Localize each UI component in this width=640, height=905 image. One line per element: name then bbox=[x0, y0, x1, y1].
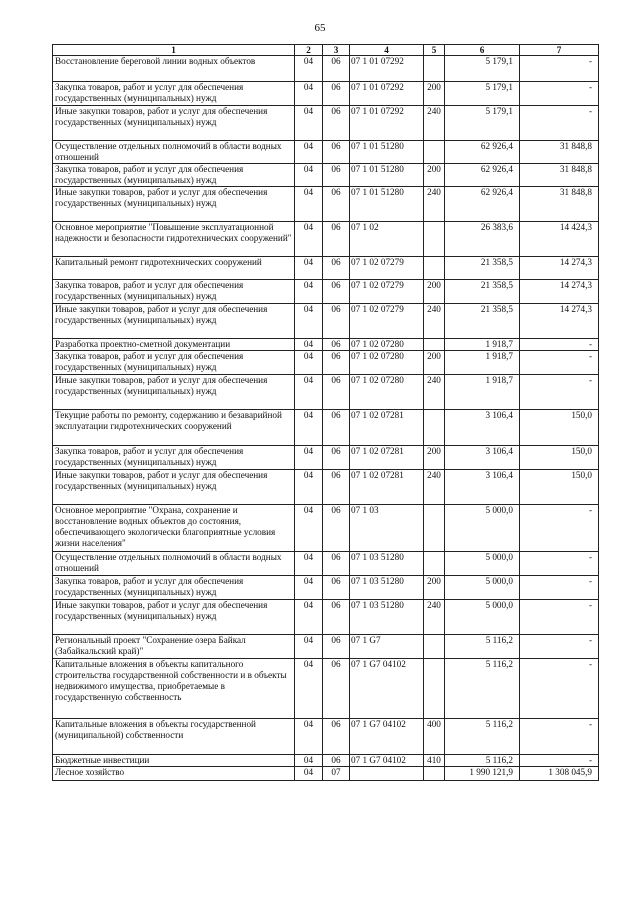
row-amount: 5 116,2 bbox=[445, 659, 520, 719]
row-target-code: 07 1 01 51280 bbox=[350, 141, 424, 164]
table-row bbox=[53, 410, 599, 446]
row-amount-federal: - bbox=[520, 351, 599, 375]
row-name: Основное мероприятие "Охрана, сохранение и восстановление водных объектов до состояния, обеспечивающего экологически благоприятные условия жизни населения" bbox=[53, 505, 295, 552]
row-expense-type bbox=[424, 339, 445, 351]
row-subsection: 06 bbox=[323, 339, 350, 351]
row-expense-type: 240 bbox=[424, 187, 445, 222]
row-name: Капитальные вложения в объекты капитального строительства государственной собственности и в объекты недвижимого имущества, приобретаемые в государственную собственность bbox=[53, 659, 295, 719]
row-subsection: 06 bbox=[323, 56, 350, 82]
row-subsection: 06 bbox=[323, 576, 350, 600]
row-target-code: 07 1 01 07292 bbox=[350, 106, 424, 141]
row-subsection: 06 bbox=[323, 82, 350, 106]
row-amount-federal: 14 424,3 bbox=[520, 222, 599, 257]
row-section: 04 bbox=[295, 659, 323, 719]
row-expense-type: 200 bbox=[424, 280, 445, 304]
row-subsection: 06 bbox=[323, 410, 350, 446]
row-target-code: 07 1 01 51280 bbox=[350, 164, 424, 187]
column-header: 6 bbox=[445, 45, 520, 56]
row-expense-type bbox=[424, 257, 445, 280]
row-amount: 5 000,0 bbox=[445, 600, 520, 635]
row-expense-type bbox=[424, 222, 445, 257]
row-amount: 62 926,4 bbox=[445, 187, 520, 222]
row-amount-federal: 1 308 045,9 bbox=[520, 767, 599, 781]
row-amount: 5 116,2 bbox=[445, 635, 520, 659]
row-amount-federal: 31 848,8 bbox=[520, 187, 599, 222]
row-target-code bbox=[350, 767, 424, 781]
table-row bbox=[53, 339, 599, 351]
row-amount-federal: - bbox=[520, 375, 599, 410]
row-expense-type: 200 bbox=[424, 82, 445, 106]
row-subsection: 06 bbox=[323, 755, 350, 767]
row-amount-federal: 150,0 bbox=[520, 446, 599, 470]
row-expense-type: 240 bbox=[424, 106, 445, 141]
row-section: 04 bbox=[295, 446, 323, 470]
row-amount: 3 106,4 bbox=[445, 446, 520, 470]
row-target-code: 07 1 02 07279 bbox=[350, 304, 424, 339]
row-section: 04 bbox=[295, 410, 323, 446]
row-section: 04 bbox=[295, 280, 323, 304]
row-name: Основное мероприятие "Повышение эксплуатационной надежности и безопасности гидротехнических сооружений" bbox=[53, 222, 295, 257]
row-section: 04 bbox=[295, 719, 323, 755]
row-amount: 5 000,0 bbox=[445, 576, 520, 600]
row-target-code: 07 1 02 07280 bbox=[350, 339, 424, 351]
row-amount: 21 358,5 bbox=[445, 257, 520, 280]
row-subsection: 06 bbox=[323, 505, 350, 552]
row-amount: 62 926,4 bbox=[445, 141, 520, 164]
row-subsection: 06 bbox=[323, 600, 350, 635]
table-row bbox=[53, 600, 599, 635]
table-header-row bbox=[53, 45, 599, 56]
row-expense-type: 240 bbox=[424, 375, 445, 410]
row-target-code: 07 1 01 51280 bbox=[350, 187, 424, 222]
row-amount-federal: 150,0 bbox=[520, 470, 599, 505]
row-name: Закупка товаров, работ и услуг для обеспечения государственных (муниципальных) нужд bbox=[53, 280, 295, 304]
row-name: Капитальные вложения в объекты государственной (муниципальной) собственности bbox=[53, 719, 295, 755]
row-subsection: 06 bbox=[323, 719, 350, 755]
row-amount: 5 116,2 bbox=[445, 755, 520, 767]
row-amount: 1 918,7 bbox=[445, 351, 520, 375]
row-amount-federal: - bbox=[520, 635, 599, 659]
table-row bbox=[53, 141, 599, 164]
row-expense-type bbox=[424, 767, 445, 781]
table-row bbox=[53, 755, 599, 767]
column-header: 5 bbox=[424, 45, 445, 56]
row-name: Текущие работы по ремонту, содержанию и безаварийной эксплуатации гидротехнических сооружений bbox=[53, 410, 295, 446]
row-name: Разработка проектно-сметной документации bbox=[53, 339, 295, 351]
row-expense-type bbox=[424, 552, 445, 576]
budget-table bbox=[52, 44, 599, 781]
table-row bbox=[53, 552, 599, 576]
row-expense-type: 400 bbox=[424, 719, 445, 755]
row-target-code: 07 1 02 07279 bbox=[350, 280, 424, 304]
row-expense-type: 240 bbox=[424, 304, 445, 339]
row-subsection: 06 bbox=[323, 659, 350, 719]
table-row bbox=[53, 505, 599, 552]
row-expense-type: 240 bbox=[424, 600, 445, 635]
row-name: Бюджетные инвестиции bbox=[53, 755, 295, 767]
row-amount: 5 000,0 bbox=[445, 552, 520, 576]
row-amount-federal: - bbox=[520, 659, 599, 719]
row-amount: 3 106,4 bbox=[445, 410, 520, 446]
row-subsection: 06 bbox=[323, 635, 350, 659]
row-subsection: 06 bbox=[323, 141, 350, 164]
row-section: 04 bbox=[295, 82, 323, 106]
row-section: 04 bbox=[295, 552, 323, 576]
row-subsection: 06 bbox=[323, 552, 350, 576]
row-section: 04 bbox=[295, 755, 323, 767]
row-target-code: 07 1 01 07292 bbox=[350, 82, 424, 106]
row-target-code: 07 1 02 07280 bbox=[350, 351, 424, 375]
row-name: Региональный проект "Сохранение озера Байкал (Забайкальский край)" bbox=[53, 635, 295, 659]
row-expense-type bbox=[424, 635, 445, 659]
column-header: 7 bbox=[520, 45, 599, 56]
row-target-code: 07 1 G7 bbox=[350, 635, 424, 659]
row-expense-type: 240 bbox=[424, 470, 445, 505]
row-subsection: 07 bbox=[323, 767, 350, 781]
row-section: 04 bbox=[295, 304, 323, 339]
row-target-code: 07 1 03 51280 bbox=[350, 552, 424, 576]
row-expense-type: 200 bbox=[424, 576, 445, 600]
row-expense-type bbox=[424, 659, 445, 719]
table-row bbox=[53, 470, 599, 505]
row-target-code: 07 1 G7 04102 bbox=[350, 755, 424, 767]
table-row bbox=[53, 375, 599, 410]
row-target-code: 07 1 02 07279 bbox=[350, 257, 424, 280]
row-amount-federal: - bbox=[520, 600, 599, 635]
row-amount: 5 179,1 bbox=[445, 106, 520, 141]
row-section: 04 bbox=[295, 600, 323, 635]
table-row bbox=[53, 767, 599, 781]
table-row bbox=[53, 257, 599, 280]
table-body bbox=[53, 56, 599, 781]
row-name: Осуществление отдельных полномочий в области водных отношений bbox=[53, 141, 295, 164]
table-row bbox=[53, 106, 599, 141]
row-expense-type bbox=[424, 505, 445, 552]
row-name: Закупка товаров, работ и услуг для обеспечения государственных (муниципальных) нужд bbox=[53, 351, 295, 375]
row-section: 04 bbox=[295, 635, 323, 659]
row-name: Закупка товаров, работ и услуг для обеспечения государственных (муниципальных) нужд bbox=[53, 82, 295, 106]
row-target-code: 07 1 03 51280 bbox=[350, 600, 424, 635]
row-name: Закупка товаров, работ и услуг для обеспечения государственных (муниципальных) нужд bbox=[53, 576, 295, 600]
row-expense-type bbox=[424, 410, 445, 446]
row-target-code: 07 1 03 bbox=[350, 505, 424, 552]
row-amount: 62 926,4 bbox=[445, 164, 520, 187]
row-target-code: 07 1 02 07281 bbox=[350, 410, 424, 446]
row-name: Иные закупки товаров, работ и услуг для обеспечения государственных (муниципальных) нужд bbox=[53, 375, 295, 410]
table-row bbox=[53, 82, 599, 106]
row-amount: 5 179,1 bbox=[445, 56, 520, 82]
row-amount: 1 918,7 bbox=[445, 339, 520, 351]
row-amount-federal: - bbox=[520, 106, 599, 141]
table-row bbox=[53, 56, 599, 82]
row-subsection: 06 bbox=[323, 351, 350, 375]
row-subsection: 06 bbox=[323, 222, 350, 257]
row-section: 04 bbox=[295, 470, 323, 505]
row-name: Иные закупки товаров, работ и услуг для обеспечения государственных (муниципальных) нужд bbox=[53, 304, 295, 339]
row-name: Восстановление береговой линии водных объектов bbox=[53, 56, 295, 82]
row-expense-type bbox=[424, 56, 445, 82]
row-amount-federal: 150,0 bbox=[520, 410, 599, 446]
row-section: 04 bbox=[295, 222, 323, 257]
row-section: 04 bbox=[295, 164, 323, 187]
row-name: Осуществление отдельных полномочий в области водных отношений bbox=[53, 552, 295, 576]
column-header: 3 bbox=[323, 45, 350, 56]
row-amount: 21 358,5 bbox=[445, 280, 520, 304]
table-row bbox=[53, 659, 599, 719]
row-section: 04 bbox=[295, 187, 323, 222]
row-section: 04 bbox=[295, 141, 323, 164]
row-amount-federal: - bbox=[520, 339, 599, 351]
row-subsection: 06 bbox=[323, 304, 350, 339]
row-amount: 5 116,2 bbox=[445, 719, 520, 755]
row-target-code: 07 1 02 07281 bbox=[350, 446, 424, 470]
column-header: 1 bbox=[53, 45, 295, 56]
row-subsection: 06 bbox=[323, 187, 350, 222]
row-subsection: 06 bbox=[323, 257, 350, 280]
row-subsection: 06 bbox=[323, 106, 350, 141]
row-amount-federal: - bbox=[520, 755, 599, 767]
row-amount: 3 106,4 bbox=[445, 470, 520, 505]
row-amount: 26 383,6 bbox=[445, 222, 520, 257]
row-target-code: 07 1 02 bbox=[350, 222, 424, 257]
row-subsection: 06 bbox=[323, 375, 350, 410]
row-amount-federal: 14 274,3 bbox=[520, 257, 599, 280]
row-amount-federal: - bbox=[520, 56, 599, 82]
row-name: Закупка товаров, работ и услуг для обеспечения государственных (муниципальных) нужд bbox=[53, 446, 295, 470]
row-target-code: 07 1 03 51280 bbox=[350, 576, 424, 600]
row-target-code: 07 1 G7 04102 bbox=[350, 719, 424, 755]
row-amount-federal: 14 274,3 bbox=[520, 280, 599, 304]
row-amount-federal: 31 848,8 bbox=[520, 141, 599, 164]
column-header: 4 bbox=[350, 45, 424, 56]
row-name: Иные закупки товаров, работ и услуг для обеспечения государственных (муниципальных) нужд bbox=[53, 187, 295, 222]
row-expense-type bbox=[424, 141, 445, 164]
row-section: 04 bbox=[295, 576, 323, 600]
table-row bbox=[53, 351, 599, 375]
row-section: 04 bbox=[295, 106, 323, 141]
row-expense-type: 200 bbox=[424, 351, 445, 375]
column-header: 2 bbox=[295, 45, 323, 56]
row-section: 04 bbox=[295, 375, 323, 410]
row-amount-federal: - bbox=[520, 719, 599, 755]
row-expense-type: 200 bbox=[424, 446, 445, 470]
row-amount-federal: - bbox=[520, 552, 599, 576]
row-section: 04 bbox=[295, 339, 323, 351]
row-amount-federal: - bbox=[520, 576, 599, 600]
row-name: Лесное хозяйство bbox=[53, 767, 295, 781]
table-row bbox=[53, 576, 599, 600]
row-subsection: 06 bbox=[323, 164, 350, 187]
row-target-code: 07 1 02 07280 bbox=[350, 375, 424, 410]
row-section: 04 bbox=[295, 767, 323, 781]
row-name: Закупка товаров, работ и услуг для обеспечения государственных (муниципальных) нужд bbox=[53, 164, 295, 187]
table-row bbox=[53, 187, 599, 222]
row-amount: 1 918,7 bbox=[445, 375, 520, 410]
row-section: 04 bbox=[295, 257, 323, 280]
row-section: 04 bbox=[295, 351, 323, 375]
row-section: 04 bbox=[295, 56, 323, 82]
row-subsection: 06 bbox=[323, 280, 350, 304]
table-row bbox=[53, 446, 599, 470]
row-amount: 1 990 121,9 bbox=[445, 767, 520, 781]
row-subsection: 06 bbox=[323, 446, 350, 470]
row-amount: 5 000,0 bbox=[445, 505, 520, 552]
row-target-code: 07 1 G7 04102 bbox=[350, 659, 424, 719]
row-name: Иные закупки товаров, работ и услуг для обеспечения государственных (муниципальных) нужд bbox=[53, 600, 295, 635]
row-target-code: 07 1 02 07281 bbox=[350, 470, 424, 505]
row-amount: 21 358,5 bbox=[445, 304, 520, 339]
table-row bbox=[53, 719, 599, 755]
row-amount: 5 179,1 bbox=[445, 82, 520, 106]
table-row bbox=[53, 222, 599, 257]
row-name: Капитальный ремонт гидротехнических сооружений bbox=[53, 257, 295, 280]
row-subsection: 06 bbox=[323, 470, 350, 505]
row-amount-federal: - bbox=[520, 505, 599, 552]
row-amount-federal: 31 848,8 bbox=[520, 164, 599, 187]
row-expense-type: 410 bbox=[424, 755, 445, 767]
table-row bbox=[53, 280, 599, 304]
row-expense-type: 200 bbox=[424, 164, 445, 187]
row-amount-federal: 14 274,3 bbox=[520, 304, 599, 339]
table-row bbox=[53, 164, 599, 187]
row-name: Иные закупки товаров, работ и услуг для обеспечения государственных (муниципальных) нужд bbox=[53, 470, 295, 505]
row-amount-federal: - bbox=[520, 82, 599, 106]
row-name: Иные закупки товаров, работ и услуг для обеспечения государственных (муниципальных) нужд bbox=[53, 106, 295, 141]
table-row bbox=[53, 635, 599, 659]
page-number: 65 bbox=[314, 22, 326, 34]
table-row bbox=[53, 304, 599, 339]
row-section: 04 bbox=[295, 505, 323, 552]
row-target-code: 07 1 01 07292 bbox=[350, 56, 424, 82]
